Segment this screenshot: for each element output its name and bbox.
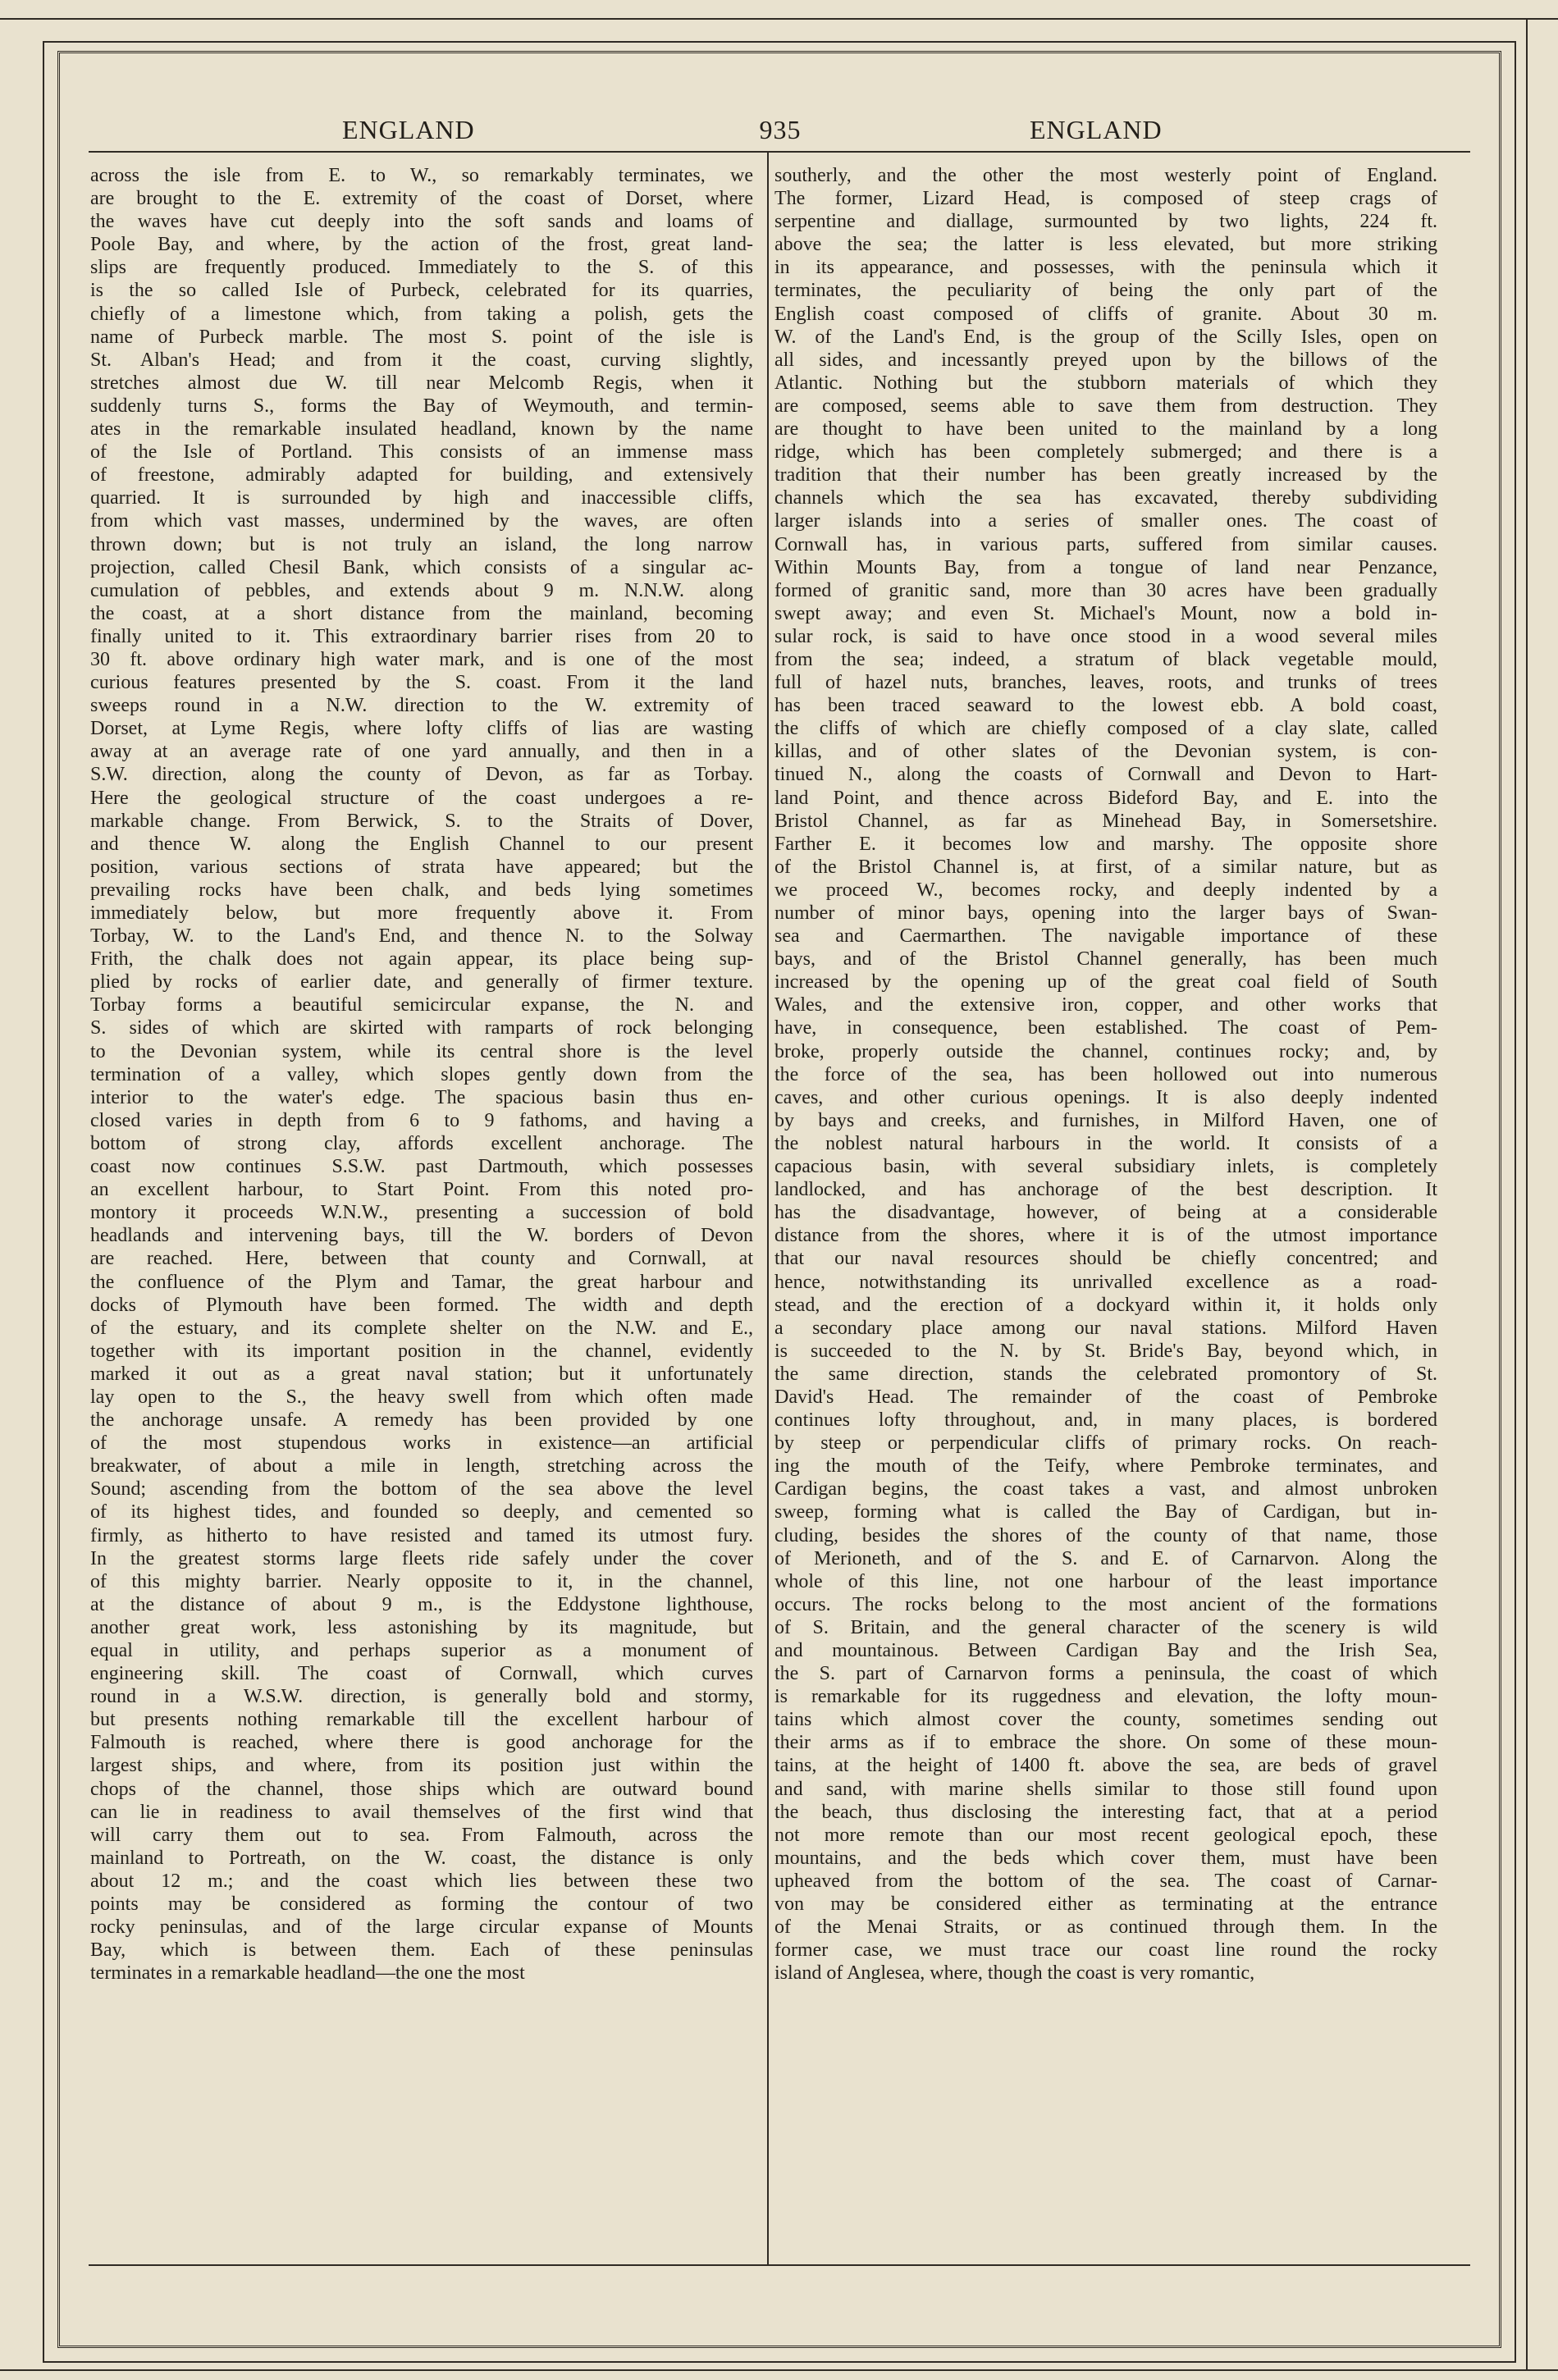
text-line: In the greatest storms large fleets ride safely under the cover (90, 1547, 753, 1569)
text-line: number of minor bays, opening into the larger bays of Swan- (774, 902, 1437, 924)
text-line: points may be considered as forming the contour of two (90, 1893, 753, 1916)
text-line: of its highest tides, and founded so deeply, and cemented so (90, 1501, 753, 1523)
column-divider (767, 153, 769, 2264)
text-line: English coast composed of cliffs of granite. About 30 m. (774, 303, 1437, 325)
text-line: of Merioneth, and of the S. and E. of Carnarvon. Along the (774, 1547, 1437, 1569)
text-line: sea and Caermarthen. The navigable importance of these (774, 925, 1437, 948)
text-line: tradition that their number has been greatly increased by the (774, 464, 1437, 487)
text-line: of S. Britain, and the general character of the scenery is wild (774, 1616, 1437, 1638)
text-line: and mountainous. Between Cardigan Bay and the Irish Sea, (774, 1640, 1437, 1661)
text-line: occurs. The rocks belong to the most ancient of the formations (774, 1593, 1437, 1615)
text-line: are brought to the E. extremity of the coast of Dorset, where (90, 188, 753, 210)
text-line: engineering skill. The coast of Cornwall, which curves (90, 1663, 753, 1685)
text-line: docks of Plymouth have been formed. The width and depth (90, 1294, 753, 1316)
text-line: sweep, forming what is called the Bay of Cardigan, but in- (774, 1501, 1437, 1523)
text-line: southerly, and the other the most westerly point of England. (774, 165, 1437, 186)
text-line: Poole Bay, and where, by the action of the frost, great land- (90, 234, 753, 256)
text-line: is succeeded to the N. by St. Bride's Bay, beyond which, in (774, 1340, 1437, 1362)
running-head-left: ENGLAND (342, 115, 475, 144)
text-line: formed of granitic sand, more than 30 acres have been gradually (774, 579, 1437, 601)
text-line: of the Isle of Portland. This consists of an immense mass (90, 441, 753, 464)
running-head-right: ENGLAND (1030, 115, 1163, 144)
text-line: prevailing rocks have been chalk, and beds lying sometimes (90, 879, 753, 901)
text-line: the noblest natural harbours in the world. It consists of a (774, 1132, 1437, 1154)
text-line: terminates in a remarkable headland—the one the most (90, 1962, 525, 1985)
text-line: coast now continues S.S.W. past Dartmouth, which possesses (90, 1156, 753, 1178)
text-line: immediately below, but more frequently above it. From (90, 902, 753, 924)
text-line: slips are frequently produced. Immediately to the S. of this (90, 257, 753, 279)
text-line: terminates, the peculiarity of being the only part of the (774, 280, 1437, 302)
text-line: Farther E. it becomes low and marshy. The opposite shore (774, 833, 1437, 855)
text-line: by steep or perpendicular cliffs of primary rocks. On reach- (774, 1432, 1437, 1455)
text-line: Cardigan begins, the coast takes a vast, and almost unbroken (774, 1478, 1437, 1501)
text-line: sular rock, is said to have once stood in a wood several miles (774, 625, 1437, 647)
text-line: but presents nothing remarkable till the excellent harbour of (90, 1709, 753, 1731)
text-line: Torbay, W. to the Land's End, and thence N. to the Solway (90, 925, 753, 948)
text-line: stead, and the erection of a dockyard within it, it holds only (774, 1294, 1437, 1316)
text-line: Falmouth is reached, where there is good anchorage for the (90, 1732, 753, 1754)
text-line: markable change. From Berwick, S. to the Straits of Dover, (90, 810, 753, 832)
text-line: upheaved from the bottom of the sea. The coast of Carnar- (774, 1870, 1437, 1892)
text-line: the coast, at a short distance from the mainland, becoming (90, 602, 753, 624)
text-line: mountains, and the beds which cover them, must have been (774, 1847, 1437, 1869)
text-line: von may be considered either as terminating at the entrance (774, 1893, 1437, 1916)
text-line: to the Devonian system, while its central shore is the level (90, 1040, 753, 1062)
text-line: of freestone, admirably adapted for building, and extensively (90, 464, 753, 487)
right-border-rule (1526, 20, 1528, 2369)
text-line: hence, notwithstanding its unrivalled excellence as a road- (774, 1271, 1437, 1293)
text-line: in its appearance, and possesses, with the peninsula which it (774, 257, 1437, 279)
text-line: caves, and other curious openings. It is also deeply indented (774, 1086, 1437, 1108)
text-line: ing the mouth of the Teify, where Pembroke terminates, and (774, 1455, 1437, 1478)
text-line: we proceed W., becomes rocky, and deeply indented by a (774, 879, 1437, 901)
text-line: distance from the shores, where it is of the utmost importance (774, 1225, 1437, 1247)
text-line: bays, and of the Bristol Channel generally, has been much (774, 948, 1437, 971)
text-line: killas, and of other slates of the Devonian system, is con- (774, 741, 1437, 763)
text-line: former case, we must trace our coast line round the rocky (774, 1939, 1437, 1962)
text-line: Cornwall has, in various parts, suffered from similar causes. (774, 533, 1437, 555)
text-line: Frith, the chalk does not again appear, its place being sup- (90, 948, 753, 971)
text-line: continues lofty throughout, and, in many places, is bordered (774, 1409, 1437, 1432)
text-line: from the sea; indeed, a stratum of black vegetable mould, (774, 648, 1437, 670)
text-line: and sand, with marine shells similar to those still found upon (774, 1778, 1437, 1800)
text-line: at the distance of about 9 m., is the Eddystone lighthouse, (90, 1593, 753, 1615)
text-line: breakwater, of about a mile in length, stretching across the (90, 1455, 753, 1478)
text-line: plied by rocks of earlier date, and generally of firmer texture. (90, 971, 753, 994)
text-line: by bays and creeks, and furnishes, in Milford Haven, one of (774, 1109, 1437, 1131)
text-line: of the Bristol Channel is, at first, of a similar nature, but as (774, 856, 1437, 878)
text-line: S.W. direction, along the county of Devon, as far as Torbay. (90, 764, 753, 786)
text-line: firmly, as hitherto to have resisted and tamed its utmost fury. (90, 1524, 753, 1546)
text-line: marked it out as a great naval station; but it unfortunately (90, 1363, 753, 1385)
text-line: the same direction, stands the celebrated promontory of St. (774, 1363, 1437, 1385)
text-line: projection, called Chesil Bank, which consists of a singular ac- (90, 556, 753, 578)
text-line: chops of the channel, those ships which are outward bound (90, 1778, 753, 1800)
text-line: cluding, besides the shores of the county of that name, those (774, 1524, 1437, 1546)
text-line: W. of the Land's End, is the group of the Scilly Isles, open on (774, 326, 1437, 348)
text-line: swept away; and even St. Michael's Mount, now a bold in- (774, 602, 1437, 624)
text-line: finally united to it. This extraordinary barrier rises from 20 to (90, 625, 753, 647)
text-line: the confluence of the Plym and Tamar, the great harbour and (90, 1271, 753, 1293)
text-line: landlocked, and has anchorage of the best description. It (774, 1179, 1437, 1201)
text-line: the waves have cut deeply into the soft sands and loams of (90, 211, 753, 233)
text-line: Atlantic. Nothing but the stubborn materials of which they (774, 372, 1437, 394)
text-line: are composed, seems able to save them from destruction. They (774, 395, 1437, 417)
text-line: larger islands into a series of smaller ones. The coast of (774, 510, 1437, 532)
text-line: has been traced seaward to the lowest ebb. A bold coast, (774, 695, 1437, 717)
text-line: the force of the sea, has been hollowed out into numerous (774, 1063, 1437, 1085)
text-line: suddenly turns S., forms the Bay of Weymouth, and termin- (90, 395, 753, 417)
text-line: are reached. Here, between that county and Cornwall, at (90, 1248, 753, 1270)
text-line: termination of a valley, which slopes gently down from the (90, 1063, 753, 1085)
left-column (90, 164, 753, 1985)
text-line: away at an average rate of one yard annually, and then in a (90, 741, 753, 763)
text-line: The former, Lizard Head, is composed of steep crags of (774, 188, 1437, 210)
text-line: all sides, and incessantly preyed upon by the billows of the (774, 349, 1437, 371)
header-rule (89, 151, 1470, 153)
text-line: whole of this line, not one harbour of the least importance (774, 1570, 1437, 1592)
text-line: Bay, which is between them. Each of these peninsulas (90, 1939, 753, 1962)
text-line: serpentine and diallage, surmounted by two lights, 224 ft. (774, 211, 1437, 233)
text-line: St. Alban's Head; and from it the coast, curving slightly, (90, 349, 753, 371)
text-line: have, in consequence, been established. The coast of Pem- (774, 1017, 1437, 1039)
text-line: not more remote than our most recent geological epoch, these (774, 1824, 1437, 1846)
text-line: together with its important position in the channel, evidently (90, 1340, 753, 1362)
text-line: headlands and intervening bays, till the W. borders of Devon (90, 1225, 753, 1247)
text-line: of the Menai Straits, or as continued through them. In the (774, 1916, 1437, 1939)
text-line: the beach, thus disclosing the interesting fact, that at a period (774, 1801, 1437, 1823)
text-line: the S. part of Carnarvon forms a peninsula, the coast of which (774, 1663, 1437, 1685)
bottom-border-rule (0, 2369, 1558, 2371)
text-line: about 12 m.; and the coast which lies between these two (90, 1870, 753, 1892)
text-line: their arms as if to embrace the shore. On some of these moun- (774, 1732, 1437, 1754)
text-line: from which vast masses, undermined by the waves, are often (90, 510, 753, 532)
text-line: of the most stupendous works in existence—an artificial (90, 1432, 753, 1455)
right-column (774, 164, 1437, 1985)
text-line: full of hazel nuts, branches, leaves, roots, and trunks of trees (774, 672, 1437, 694)
text-line: ates in the remarkable insulated headland, known by the name (90, 418, 753, 441)
text-line: another great work, less astonishing by its magnitude, but (90, 1616, 753, 1638)
text-line: above the sea; the latter is less elevated, but more striking (774, 234, 1437, 256)
text-line: Sound; ascending from the bottom of the sea above the level (90, 1478, 753, 1501)
text-line: ridge, which has been completely submerged; and there is a (774, 441, 1437, 464)
text-line: that our naval resources should be chiefly concentred; and (774, 1248, 1437, 1270)
text-line: round in a W.S.W. direction, is generally bold and stormy, (90, 1686, 753, 1708)
text-line: thrown down; but is not truly an island, the long narrow (90, 533, 753, 555)
text-line: Here the geological structure of the coast undergoes a re- (90, 787, 753, 809)
text-line: capacious basin, with several subsidiary inlets, is completely (774, 1156, 1437, 1178)
text-line: quarried. It is surrounded by high and inaccessible cliffs, (90, 487, 753, 509)
text-line: is remarkable for its ruggedness and elevation, the lofty moun- (774, 1686, 1437, 1708)
text-line: tains, at the height of 1400 ft. above the sea, are beds of gravel (774, 1755, 1437, 1777)
text-line: an excellent harbour, to Start Point. From this noted pro- (90, 1179, 753, 1201)
text-line: tinued N., along the coasts of Cornwall and Devon to Hart- (774, 764, 1437, 786)
text-line: is the so called Isle of Purbeck, celebrated for its quarries, (90, 280, 753, 302)
text-line: interior to the water's edge. The spacious basin thus en- (90, 1086, 753, 1108)
text-line: bottom of strong clay, affords excellent anchorage. The (90, 1132, 753, 1154)
text-line: name of Purbeck marble. The most S. point of the isle is (90, 326, 753, 348)
text-line: Bristol Channel, as far as Minehead Bay, in Somersetshire. (774, 810, 1437, 832)
text-line: of this mighty barrier. Nearly opposite to it, in the channel, (90, 1570, 753, 1592)
text-line: rocky peninsulas, and of the large circular expanse of Mounts (90, 1916, 753, 1939)
text-line: position, various sections of strata have appeared; but the (90, 856, 753, 878)
text-line: broke, properly outside the channel, continues rocky; and, by (774, 1040, 1437, 1062)
text-line: montory it proceeds W.N.W., presenting a succession of bold (90, 1202, 753, 1224)
text-line: curious features presented by the S. coast. From it the land (90, 672, 753, 694)
text-line: can lie in readiness to avail themselves of the first wind that (90, 1801, 753, 1823)
text-line: the cliffs of which are chiefly composed of a clay slate, called (774, 718, 1437, 740)
text-line: island of Anglesea, where, though the coast is very romantic, (774, 1962, 1255, 1985)
text-line: mainland to Portreath, on the W. coast, the distance is only (90, 1847, 753, 1869)
text-line: lay open to the S., the heavy swell from which often made (90, 1386, 753, 1408)
text-line: channels which the sea has excavated, thereby subdividing (774, 487, 1437, 509)
text-line: cumulation of pebbles, and extends about 9 m. N.N.W. along (90, 579, 753, 601)
text-line: has the disadvantage, however, of being at a considerable (774, 1202, 1437, 1224)
text-line: largest ships, and where, from its position just within the (90, 1755, 753, 1777)
text-line: the anchorage unsafe. A remedy has been provided by one (90, 1409, 753, 1432)
footer-rule (89, 2264, 1470, 2266)
text-line: David's Head. The remainder of the coast of Pembroke (774, 1386, 1437, 1408)
text-line: Wales, and the extensive iron, copper, and other works that (774, 994, 1437, 1016)
text-line: Torbay forms a beautiful semicircular expanse, the N. and (90, 994, 753, 1016)
text-line: and thence W. along the English Channel to our present (90, 833, 753, 855)
text-line: will carry them out to sea. From Falmouth, across the (90, 1824, 753, 1846)
text-line: S. sides of which are skirted with ramparts of rock belonging (90, 1017, 753, 1039)
text-line: Dorset, at Lyme Regis, where lofty cliffs of lias are wasting (90, 718, 753, 740)
text-line: across the isle from E. to W., so remarkably terminates, we (90, 165, 753, 186)
text-line: increased by the opening up of the great coal field of South (774, 971, 1437, 994)
text-line: Within Mounts Bay, from a tongue of land near Penzance, (774, 556, 1437, 578)
text-line: land Point, and thence across Bideford Bay, and E. into the (774, 787, 1437, 809)
text-line: of the estuary, and its complete shelter on the N.W. and E., (90, 1317, 753, 1339)
text-line: equal in utility, and perhaps superior as a monument of (90, 1640, 753, 1661)
text-line: a secondary place among our naval stations. Milford Haven (774, 1317, 1437, 1339)
text-line: tains which almost cover the county, sometimes sending out (774, 1709, 1437, 1731)
text-line: are thought to have been united to the mainland by a long (774, 418, 1437, 441)
top-border-rule (0, 18, 1558, 20)
text-line: closed varies in depth from 6 to 9 fathoms, and having a (90, 1109, 753, 1131)
text-line: 30 ft. above ordinary high water mark, and is one of the most (90, 648, 753, 670)
text-line: stretches almost due W. till near Melcomb Regis, when it (90, 372, 753, 394)
text-line: chiefly of a limestone which, from taking a polish, gets the (90, 303, 753, 325)
page-number: 935 (759, 115, 802, 144)
text-line: sweeps round in a N.W. direction to the W. extremity of (90, 695, 753, 717)
